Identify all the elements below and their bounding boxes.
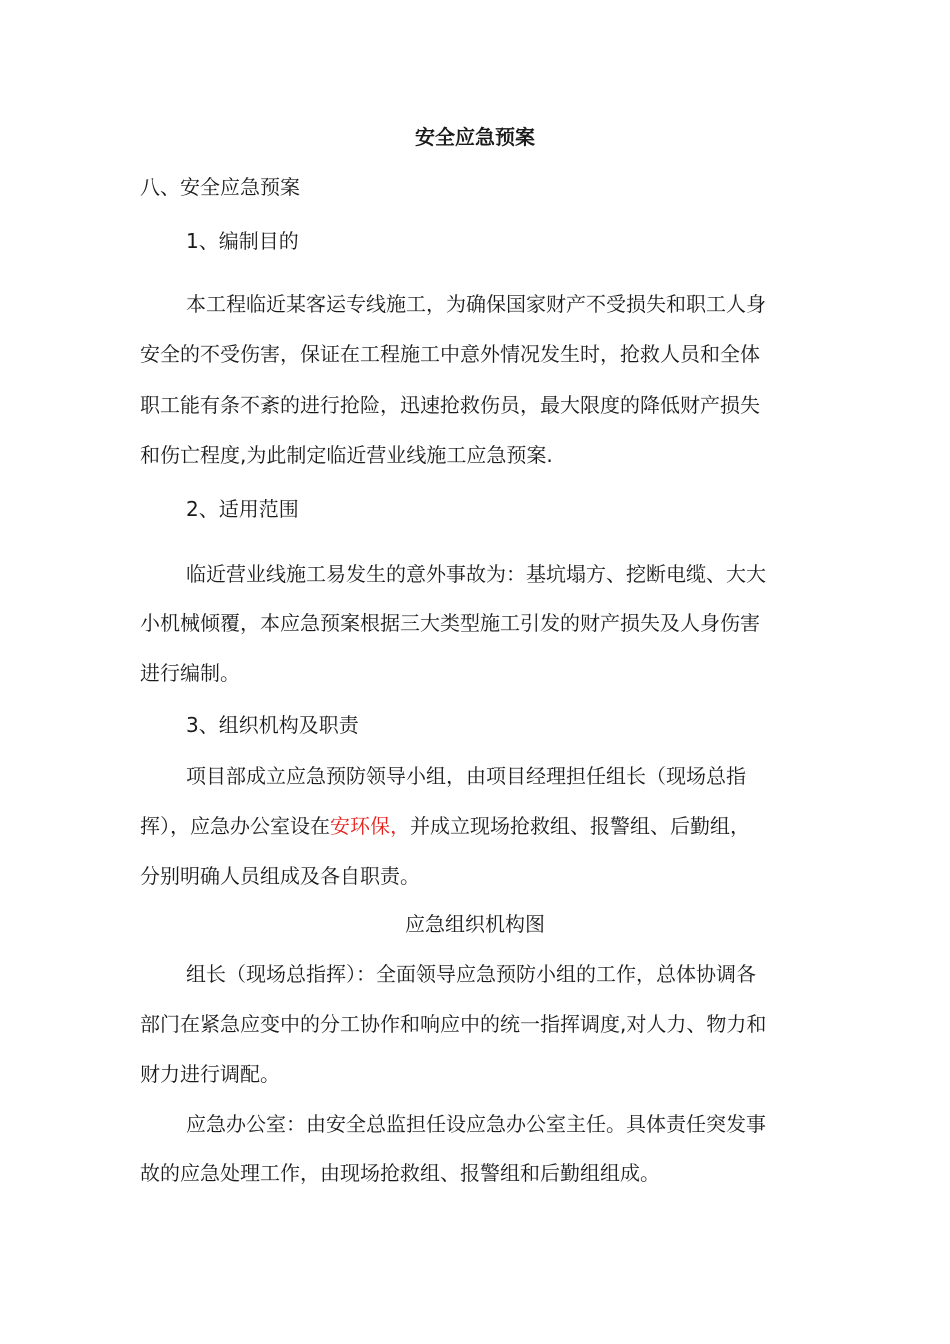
- org-line-2: [140, 813, 750, 839]
- subsection-2-heading: 2、适用范围: [186, 497, 299, 521]
- purpose-line-3: 职工能有条不紊的进行抢险，迅速抢救伤员，最大限度的降低财产损失: [140, 393, 760, 417]
- office-line-1: 应急办公室：由安全总监担任设应急办公室主任。具体责任突发事: [186, 1112, 766, 1136]
- subsection-3-heading: 3、组织机构及职责: [186, 713, 359, 737]
- leader-line-3: 财力进行调配。: [140, 1062, 280, 1086]
- leader-line-1: 组长（现场总指挥）：全面领导应急预防小组的工作，总体协调各: [186, 962, 756, 986]
- page-title: 安全应急预案: [415, 125, 535, 149]
- purpose-line-2: 安全的不受伤害，保证在工程施工中意外情况发生时，抢救人员和全体: [140, 342, 760, 366]
- office-line-2: 故的应急处理工作，由现场抢救组、报警组和后勤组组成。: [140, 1161, 660, 1185]
- scope-line-3: 进行编制。: [140, 661, 240, 685]
- org-line-2-text: 挥），应急办公室设在: [140, 814, 330, 838]
- purpose-line-4: 和伤亡程度,为此制定临近营业线施工应急预案.: [140, 443, 553, 467]
- org-line-2-text-end: 并成立现场抢救组、报警组、后勤组，: [410, 814, 750, 838]
- org-line-3: 分别明确人员组成及各自职责。: [140, 864, 420, 888]
- highlighted-department: 安环保，: [330, 814, 410, 838]
- leader-line-2: 部门在紧急应变中的分工协作和响应中的统一指挥调度,对人力、物力和: [140, 1012, 767, 1036]
- purpose-line-1: 本工程临近某客运专线施工，为确保国家财产不受损失和职工人身: [186, 292, 766, 316]
- subsection-1-heading: 1、编制目的: [186, 229, 299, 253]
- org-chart-caption: 应急组织机构图: [405, 912, 545, 936]
- org-line-1: 项目部成立应急预防领导小组，由项目经理担任组长（现场总指: [186, 764, 746, 788]
- scope-line-1: 临近营业线施工易发生的意外事故为：基坑塌方、挖断电缆、大大: [186, 562, 766, 586]
- section-heading: 八、安全应急预案: [140, 175, 300, 199]
- scope-line-2: 小机械倾覆，本应急预案根据三大类型施工引发的财产损失及人身伤害: [140, 611, 760, 635]
